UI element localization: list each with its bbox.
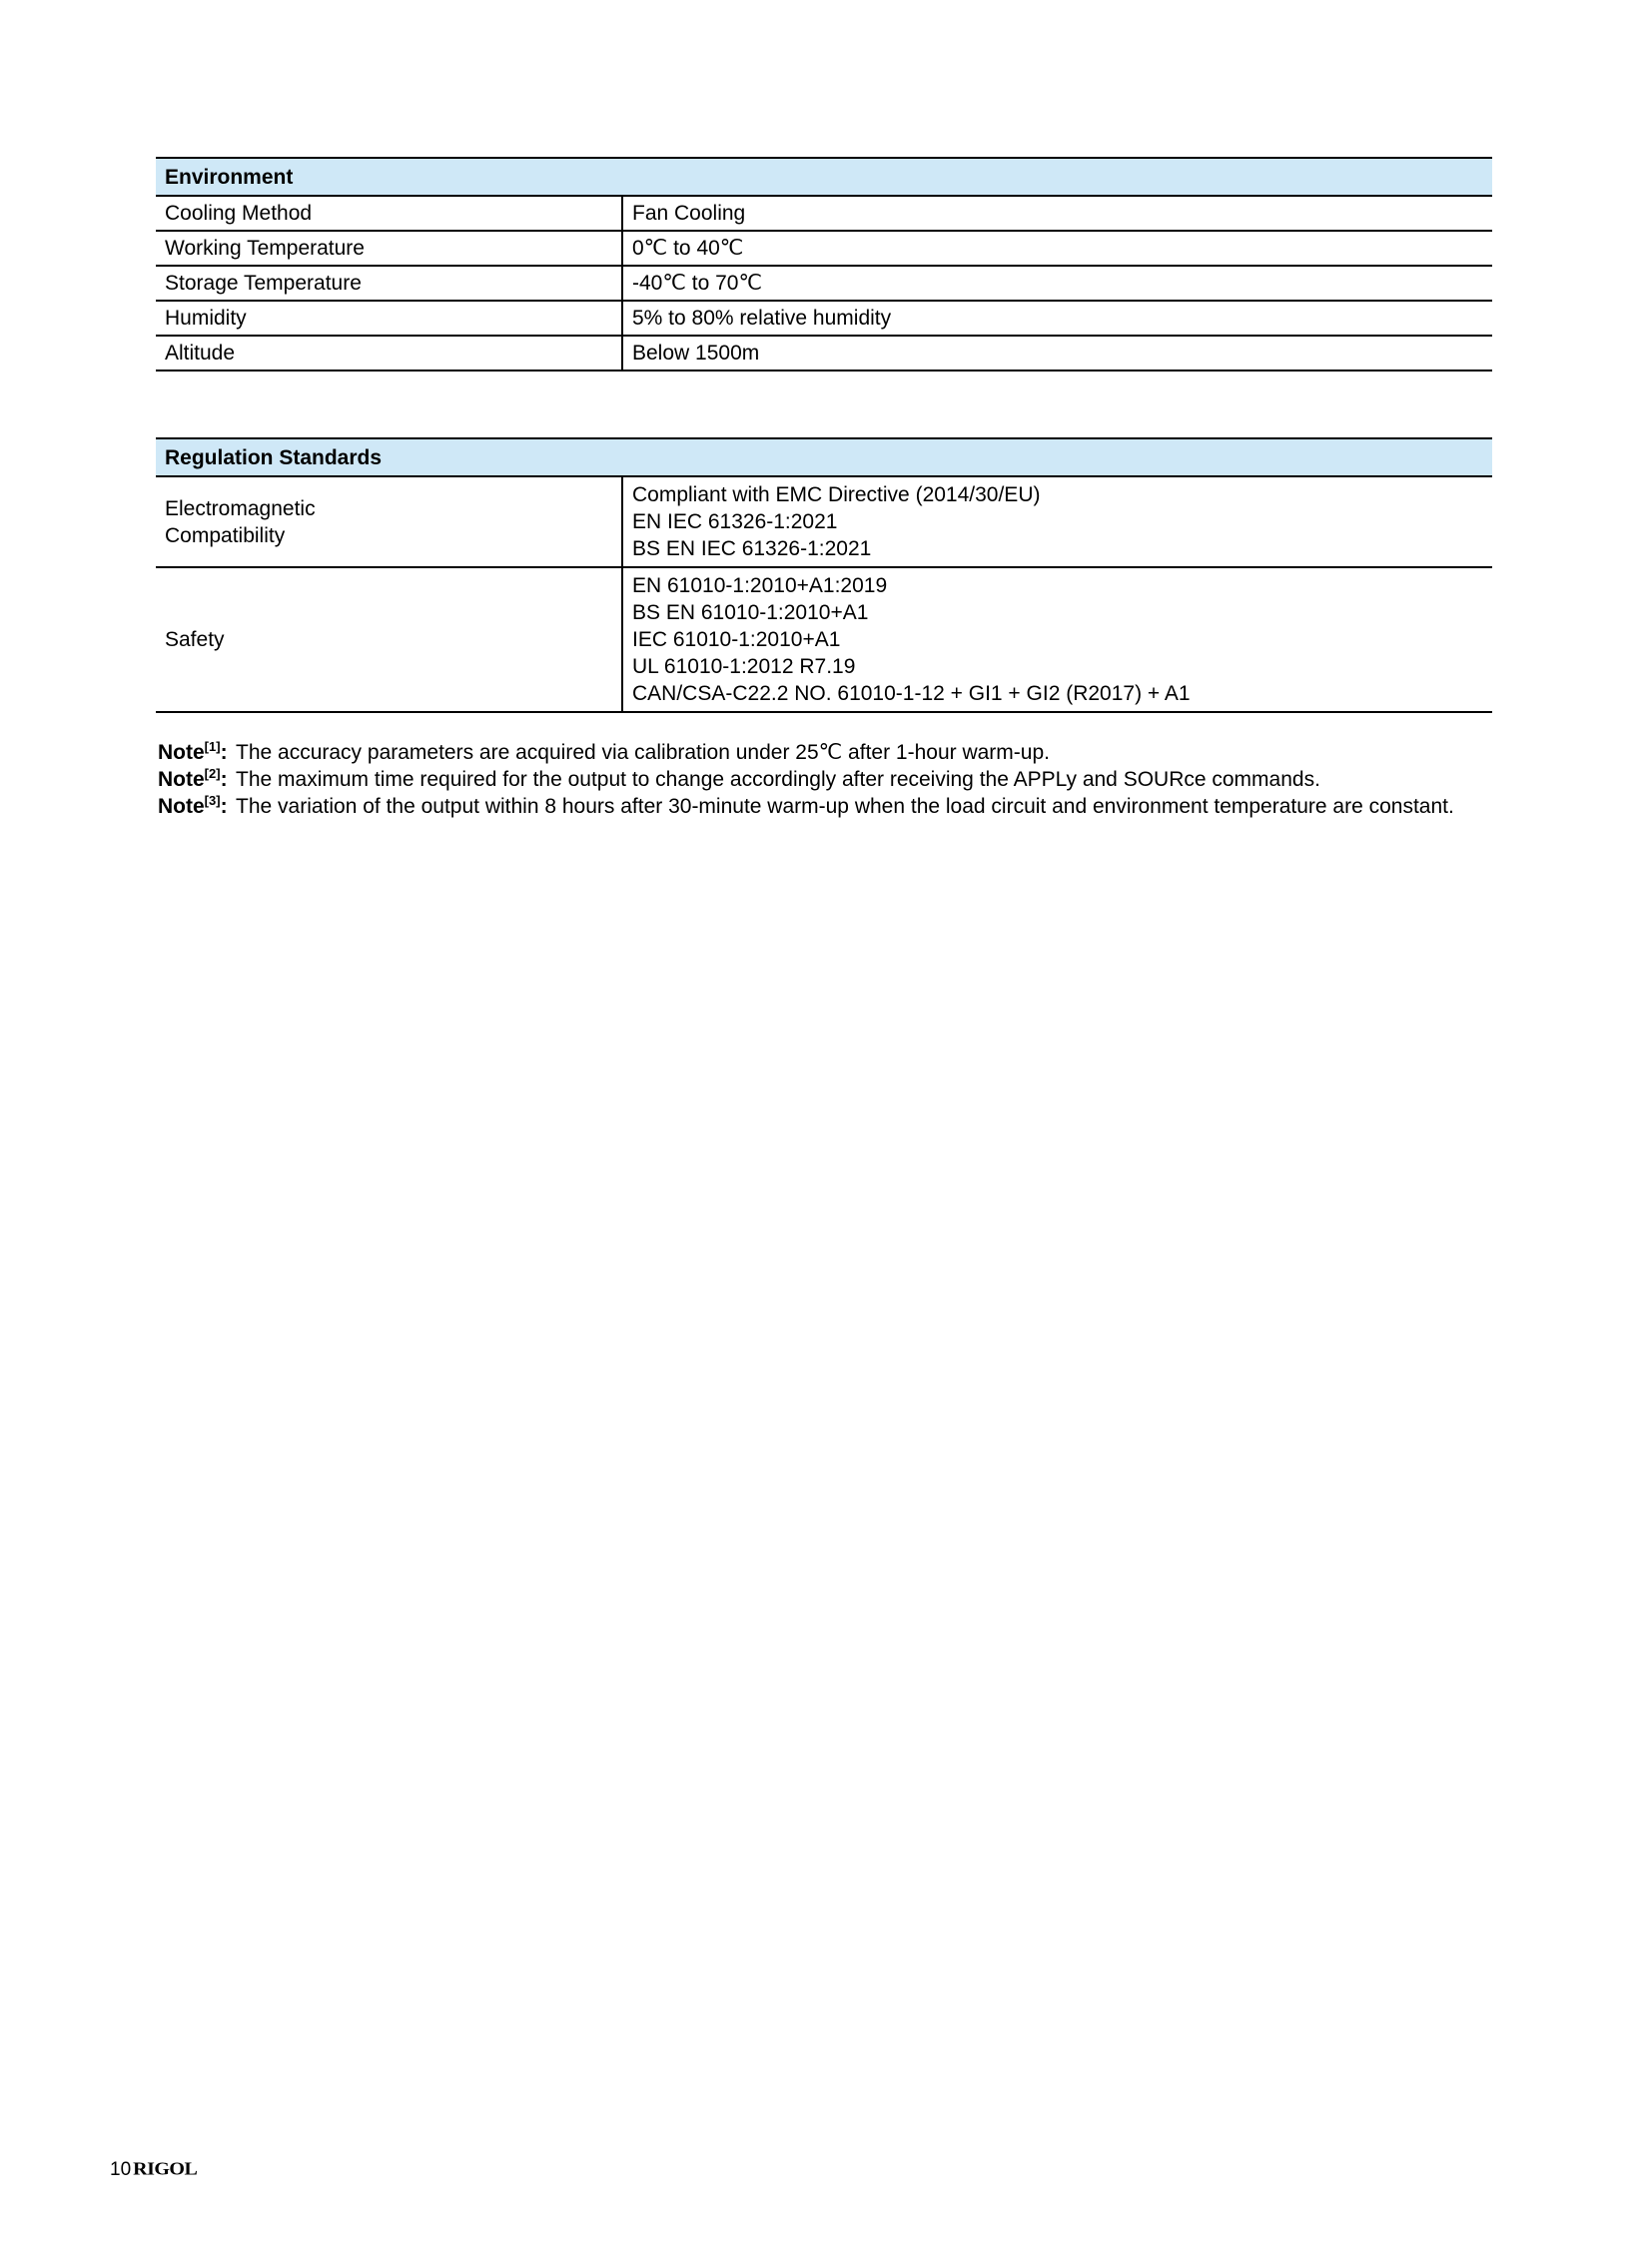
table-row: [156, 301, 1492, 336]
table-row: [156, 266, 1492, 301]
spec-label: Cooling Method: [156, 196, 622, 231]
spec-label: Safety: [156, 567, 622, 712]
regulation-heading: Regulation Standards: [156, 438, 1492, 476]
value-line: EN 61010-1:2010+A1:2019: [632, 574, 888, 597]
environment-heading: Environment: [156, 158, 1492, 196]
note-label: Note[1]:: [158, 739, 228, 764]
note-text: The maximum time required for the output to change accordingly after receiving the APPLy and SOURce commands.: [236, 768, 1320, 791]
note-label: Note[2]:: [158, 766, 228, 791]
environment-table: [156, 157, 1492, 372]
table-row: [156, 476, 1492, 567]
table-row: [156, 231, 1492, 266]
table-row: [156, 336, 1492, 371]
spec-value: -40℃ to 70℃: [622, 266, 1492, 301]
table-row: [156, 567, 1492, 712]
value-line: Compliant with EMC Directive (2014/30/EU): [632, 483, 1041, 506]
value-line: BS EN 61010-1:2010+A1: [632, 601, 869, 624]
spec-value: 0℃ to 40℃: [622, 231, 1492, 266]
regulation-table: [156, 437, 1492, 713]
page-footer: [110, 2158, 197, 2184]
note-item: [158, 793, 1456, 820]
brand-logo: RIGOL: [133, 2159, 198, 2179]
value-line: EN IEC 61326-1:2021: [632, 510, 838, 533]
spec-value: [622, 567, 1492, 712]
spec-value: 5% to 80% relative humidity: [622, 301, 1492, 336]
spec-value: Fan Cooling: [622, 196, 1492, 231]
table-row: [156, 196, 1492, 231]
label-line: Electromagnetic: [165, 496, 316, 520]
spec-label: Working Temperature: [156, 231, 622, 266]
spec-label: Storage Temperature: [156, 266, 622, 301]
spec-label: Altitude: [156, 336, 622, 371]
note-item: [158, 739, 1456, 766]
note-text: The accuracy parameters are acquired via calibration under 25℃ after 1-hour warm-up.: [236, 741, 1050, 764]
note-text: The variation of the output within 8 hours after 30-minute warm-up when the load circuit and environment temperature are constant.: [236, 795, 1454, 818]
page-number: 10: [110, 2159, 132, 2180]
spec-value: Below 1500m: [622, 336, 1492, 371]
value-line: BS EN IEC 61326-1:2021: [632, 537, 872, 560]
label-line: Compatibility: [165, 523, 286, 547]
note-item: [158, 766, 1456, 793]
notes-section: [158, 739, 1456, 820]
spec-value: [622, 476, 1492, 567]
value-line: CAN/CSA-C22.2 NO. 61010-1-12 + GI1 + GI2 (R2017) + A1: [632, 682, 1191, 705]
spec-label: Humidity: [156, 301, 622, 336]
note-label: Note[3]:: [158, 793, 228, 818]
spec-label: [156, 476, 622, 567]
value-line: IEC 61010-1:2010+A1: [632, 628, 841, 651]
value-line: UL 61010-1:2012 R7.19: [632, 655, 856, 678]
